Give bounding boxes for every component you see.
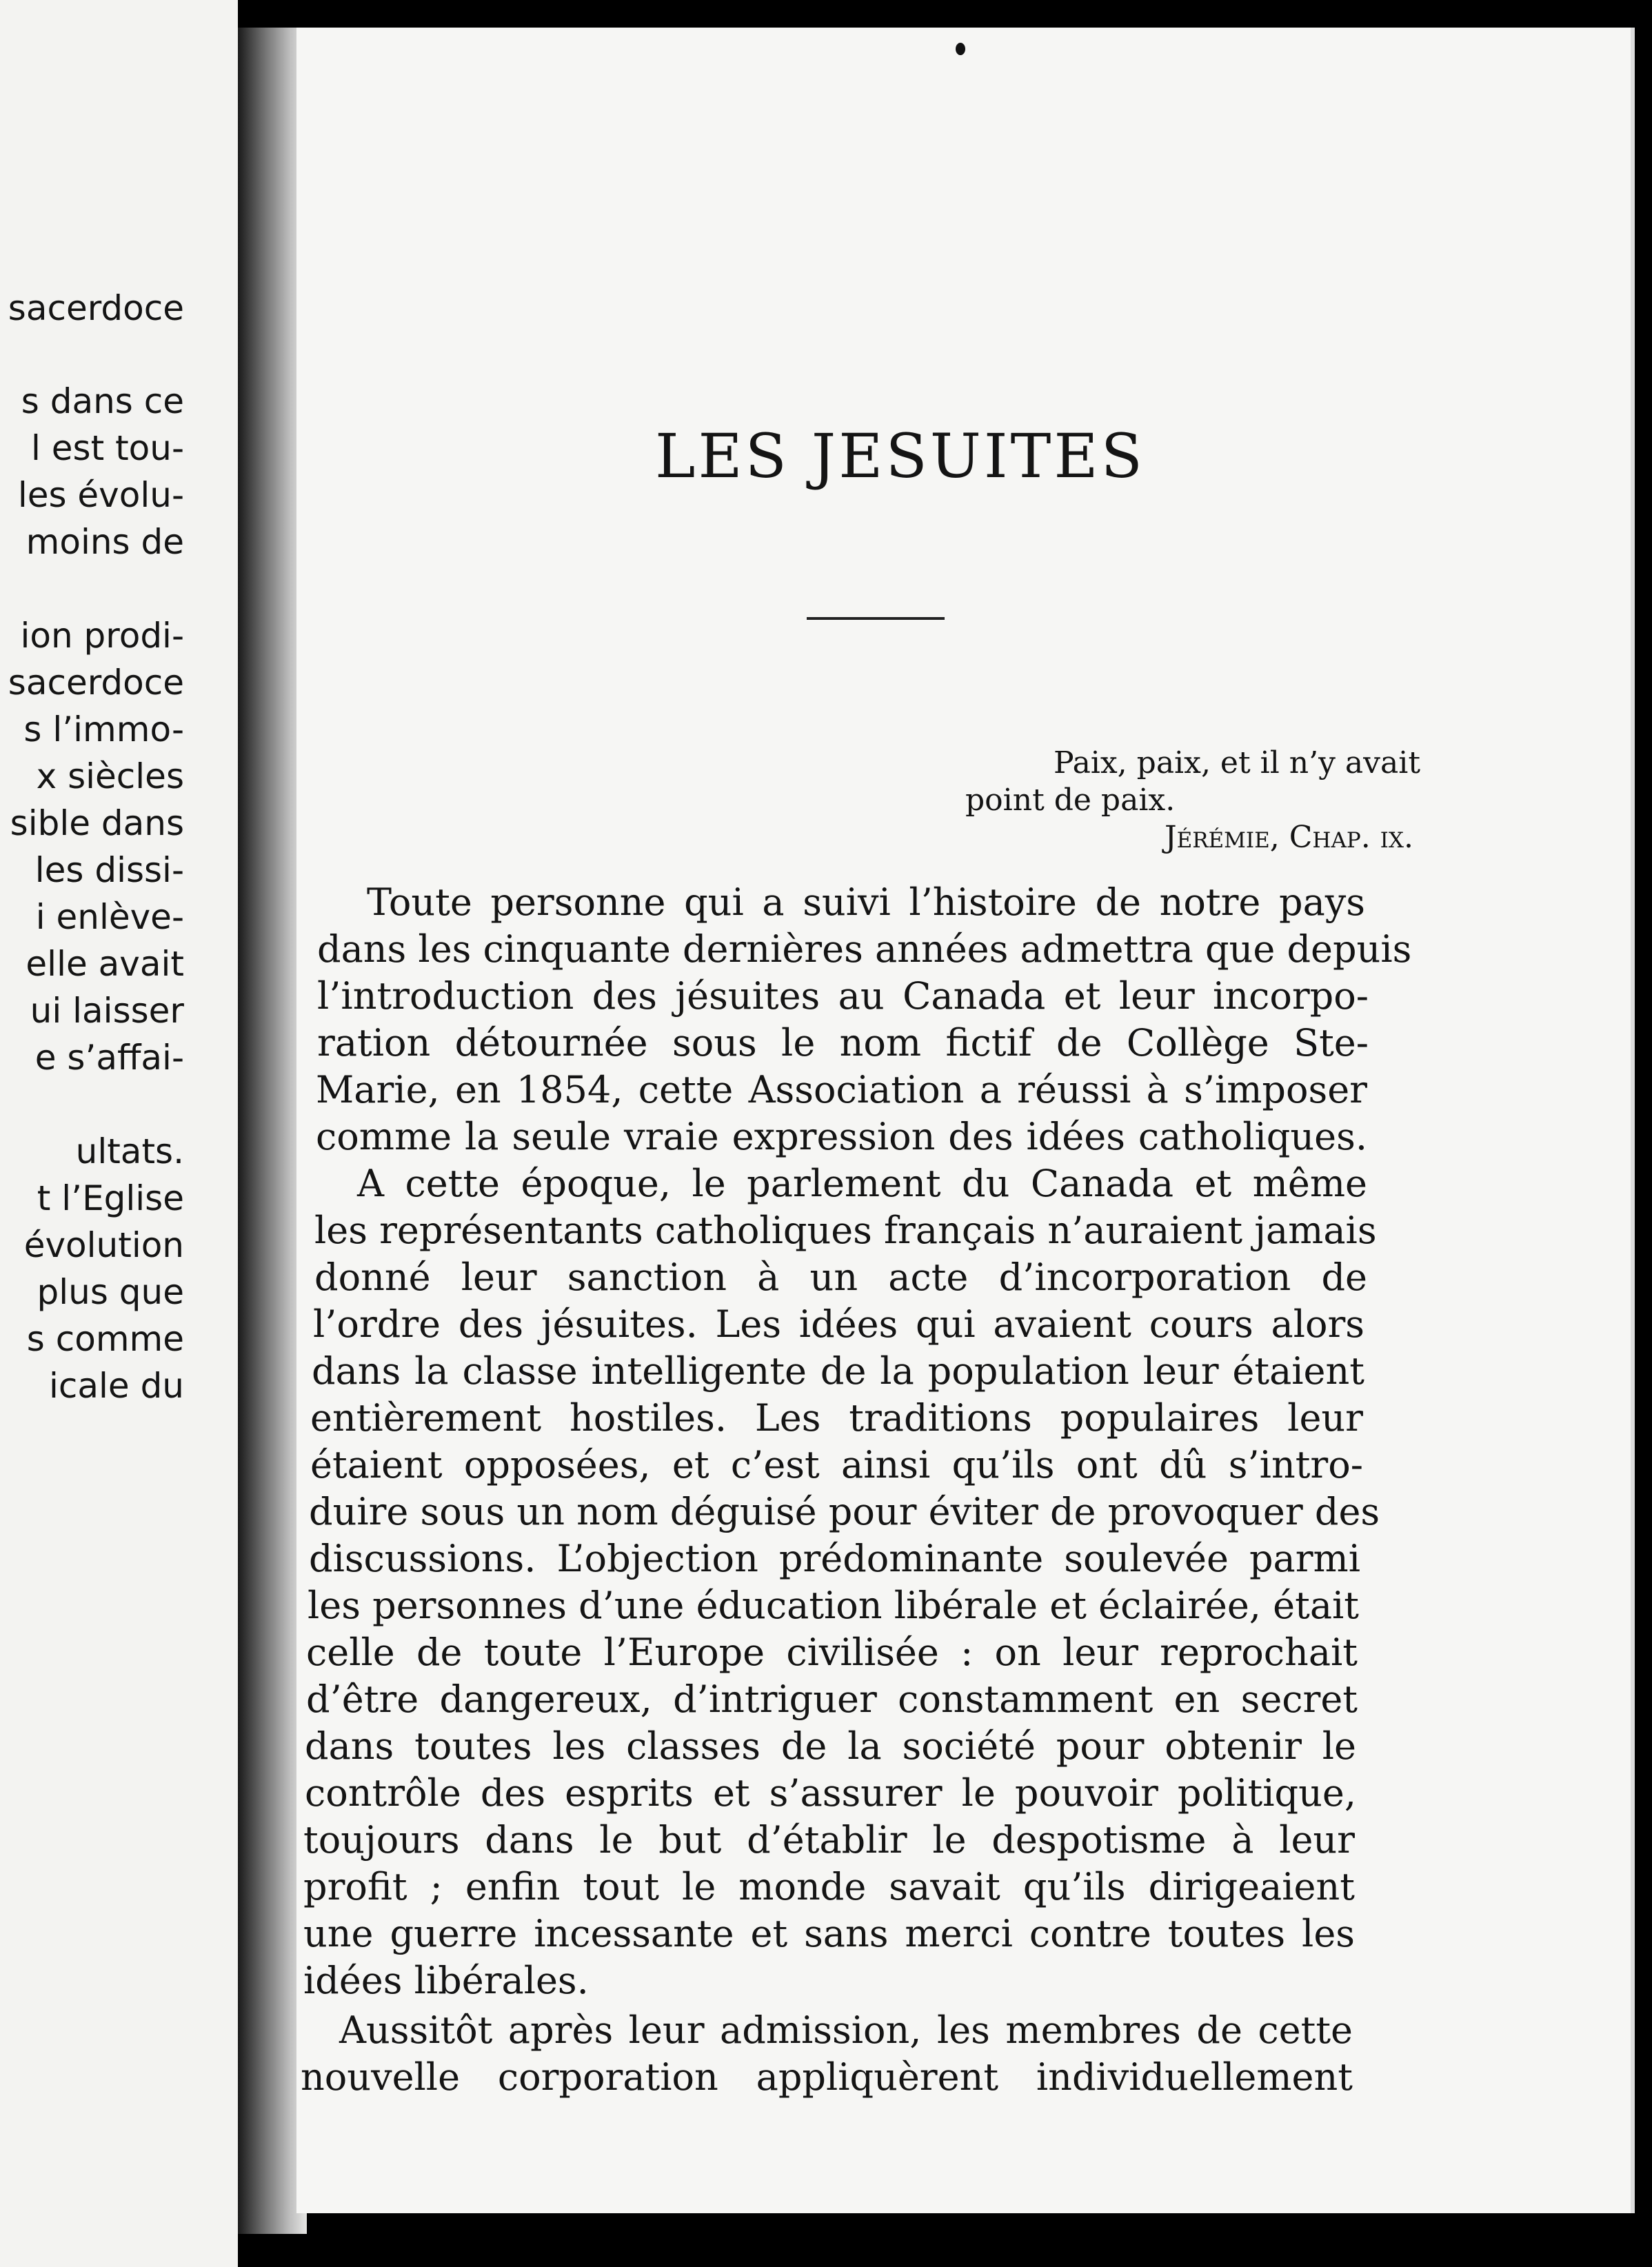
epigraph-line: point de paix.: [965, 783, 1176, 818]
body-line: idées libérales.: [303, 1959, 589, 2002]
left-page-line: x siècles: [36, 756, 184, 796]
left-page-line: les dissi-: [34, 850, 184, 890]
left-page-line: plus que: [37, 1272, 184, 1312]
body-line: profit ; enfin tout le monde savait qu’ils dirigeaient: [303, 1865, 1355, 1908]
left-page-line: s dans ce: [21, 381, 184, 421]
body-line: dans les cinquante dernières années admettra que depuis: [317, 927, 1412, 971]
body-line: celle de toute l’Europe civilisée : on leur reprochait: [306, 1631, 1358, 1674]
left-page-line: s comme: [26, 1319, 184, 1359]
body-line: les représentants catholiques français n’auraient jamais: [314, 1209, 1377, 1252]
body-line: duire sous un nom déguisé pour éviter de provoquer des: [309, 1490, 1380, 1533]
left-page-line: icale du: [49, 1366, 184, 1406]
left-page-line: ultats.: [75, 1131, 184, 1171]
right-page: [296, 28, 1635, 2213]
body-line: dans toutes les classes de la société pour obtenir le: [305, 1724, 1356, 1768]
body-line: discussions. L’objection prédominante soulevée parmi: [309, 1537, 1360, 1580]
body-line: l’ordre des jésuites. Les idées qui avaient cours alors: [313, 1302, 1364, 1346]
body-line: comme la seule vraie expression des idées catholiques.: [316, 1115, 1367, 1158]
body-line: Aussitôt après leur admission, les membres de cette: [339, 2008, 1353, 2052]
left-page-line: les évolu-: [17, 475, 184, 515]
left-page-line: évolution: [23, 1225, 184, 1265]
body-line: toujours dans le but d’établir le despotisme à leur: [303, 1818, 1355, 1862]
body-line: A cette époque, le parlement du Canada et même: [357, 1162, 1367, 1205]
body-line: Marie, en 1854, cette Association a réussi à s’imposer: [316, 1068, 1367, 1111]
left-page-line: ui laisser: [30, 991, 184, 1031]
body-line: les personnes d’une éducation libérale et éclairée, était: [308, 1584, 1359, 1627]
body-line: Toute personne qui a suivi l’histoire de notre pays: [367, 880, 1365, 924]
body-line: l’introduction des jésuites au Canada et leur incorpo-: [317, 974, 1369, 1018]
left-page-line: e s’affai-: [34, 1038, 184, 1078]
body-line: nouvelle corporation appliquèrent individuellement: [301, 2055, 1353, 2099]
left-page-line: s l’immo-: [23, 709, 184, 749]
epigraph: [965, 745, 1420, 856]
left-page-line: elle avait: [26, 944, 184, 984]
left-page-line: i enlève-: [35, 897, 184, 937]
chapter-title: LES JESUITES: [655, 421, 1145, 492]
epigraph-attribution: Jérémie, Chap. ix.: [1164, 820, 1413, 855]
body-line: donné leur sanction à un acte d’incorporation de: [314, 1256, 1367, 1299]
left-page-line: moins de: [26, 522, 184, 562]
left-page-fragment: [0, 0, 238, 2267]
left-page-line: sacerdoce: [8, 663, 184, 703]
body-line: contrôle des esprits et s’assurer le pouvoir politique,: [305, 1771, 1356, 1815]
left-page-line: ion prodi-: [20, 616, 184, 656]
body-line: dans la classe intelligente de la population leur étaient: [312, 1349, 1364, 1393]
left-page-line: sacerdoce: [8, 288, 184, 328]
body-line: étaient opposées, et c’est ainsi qu’ils ont dû s’intro-: [310, 1443, 1363, 1487]
body-line: d’être dangereux, d’intriguer constamment en secret: [306, 1677, 1358, 1721]
epigraph-line: Paix, paix, et il n’y avait: [1053, 745, 1420, 780]
title-divider-rule: [807, 617, 945, 620]
left-page-line: l est tou-: [30, 428, 184, 468]
body-line: entièrement hostiles. Les traditions populaires leur: [310, 1396, 1363, 1440]
body-line: une guerre incessante et sans merci contre toutes les: [303, 1912, 1355, 1955]
left-page-line: sible dans: [10, 803, 184, 843]
ink-dot: [956, 43, 965, 55]
left-page-line: t l’Eglise: [37, 1178, 184, 1218]
body-line: ration détournée sous le nom fictif de Collège Ste-: [317, 1021, 1369, 1065]
